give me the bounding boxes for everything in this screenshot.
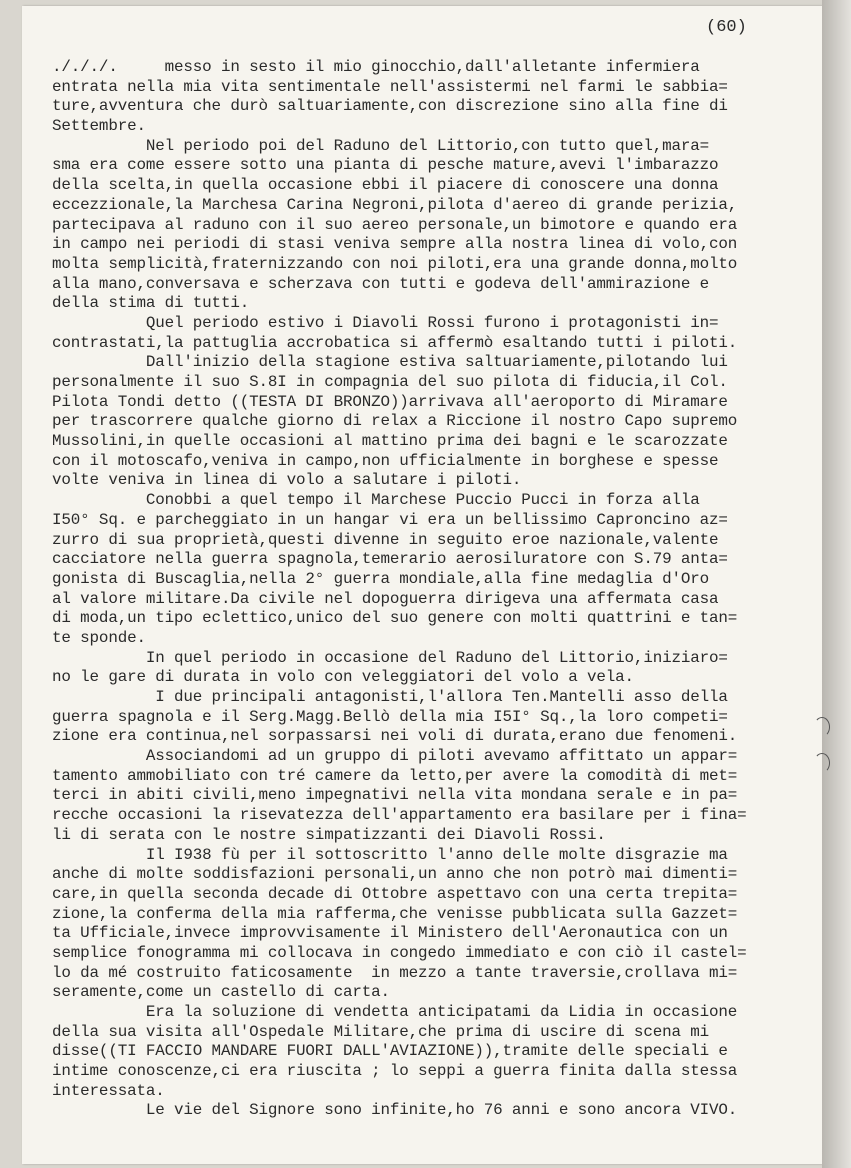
text-line: al valore militare.Da civile nel dopoguerra dirigeva una affermata casa — [52, 589, 719, 608]
text-line: anche di molte soddisfazioni personali,un anno che non potrò mai dimenti= — [52, 865, 738, 884]
text-line: recche occasioni la risevatezza dell'appartamento era basilare per i fina= — [52, 806, 747, 825]
text-line: Settembre. — [52, 117, 146, 136]
text-line: lo da mé costruito faticosamente in mezzo a tante traversie,crollava mi= — [52, 963, 738, 982]
text-line: ta Ufficiale,invece improvvisamente il Ministero dell'Aeronautica con un — [52, 924, 728, 943]
text-line: I due principali antagonisti,l'allora Ten.Mantelli asso della — [52, 688, 728, 706]
text-line: della scelta,in quella occasione ebbi il piacere di conoscere una donna — [52, 176, 719, 195]
text-line: seramente,come un castello di carta. — [52, 983, 390, 1002]
text-line: Dall'inizio della stagione estiva saltuariamente,pilotando lui — [52, 353, 728, 372]
text-line: eccezzionale,la Marchesa Carina Negroni,pilota d'aereo di grande perizia, — [52, 195, 738, 214]
text-line: semplice fonogramma mi collocava in congedo immediato e con ciò il castel= — [52, 943, 747, 962]
text-line: personalmente il suo S.8I in compagnia del suo pilota di fiducia,il Col. — [52, 373, 728, 391]
text-line: care,in quella seconda decade di Ottobre aspettavo con una certa trepita= — [52, 884, 738, 903]
text-line: cacciatore nella guerra spagnola,temerario aerosiluratore con S.79 anta= — [52, 550, 728, 569]
text-line: della stima di tutti. — [52, 294, 250, 313]
text-line: terci in abiti civili,meno impegnativi nella vita mondana serale e in pa= — [52, 786, 738, 805]
text-line: in campo nei periodi di stasi veniva sempre alla nostra linea di volo,con — [52, 235, 738, 254]
text-line: li di serata con le nostre simpatizzanti dei Diavoli Rossi. — [52, 825, 606, 844]
text-line: partecipava al raduno con il suo aereo personale,un bimotore e quando era — [52, 215, 738, 234]
text-line: te sponde. — [52, 628, 146, 647]
text-line: interessata. — [52, 1081, 165, 1100]
text-line: molta semplicità,fraternizzando con noi piloti,era una grande donna,molto — [52, 254, 738, 273]
text-line: per trascorrere qualche giorno di relax a Riccione il nostro Capo supremo — [52, 412, 738, 431]
text-line: ./././. messo in sesto il mio ginocchio,dall'alletante infermiera — [52, 58, 700, 76]
text-line: contrastati,la pattuglia accrobatica si affermò esaltando tutti i piloti. — [52, 333, 738, 352]
margin-bracket-mark — [814, 753, 830, 773]
text-line: intime conoscenze,ci era riuscita ; lo seppi a guerra finita dalla stessa — [52, 1062, 738, 1081]
text-line: zurro di sua proprietà,questi divenne in seguito eroe nazionale,valente — [52, 530, 719, 549]
text-line: gonista di Buscaglia,nella 2° guerra mondiale,alla fine medaglia d'Oro — [52, 569, 710, 588]
text-line: zione,la conferma della mia rafferma,che venisse pubblicata sulla Gazzet= — [52, 904, 738, 923]
text-line: ture,avventura che durò saltuariamente,con discrezione sino alla fine di — [52, 97, 728, 116]
text-line: Era la soluzione di vendetta anticipatami da Lidia in occasione — [52, 1003, 738, 1021]
text-line: di moda,un tipo eclettico,unico del suo genere con molti quattrini e tan= — [52, 609, 738, 628]
text-line: In quel periodo in occasione del Raduno del Littorio,iniziaro= — [52, 648, 728, 667]
text-line: disse((TI FACCIO MANDARE FUORI DALL'AVIAZIONE)),tramite delle speciali e — [52, 1042, 728, 1061]
page-number: (60) — [706, 18, 747, 37]
text-line: Conobbi a quel tempo il Marchese Puccio Pucci in forza alla — [52, 491, 700, 510]
text-line: Pilota Tondi detto ((TESTA DI BRONZO))arrivava all'aeroporto di Miramare — [52, 392, 728, 411]
text-line: Mussolini,in quelle occasioni al mattino prima dei bagni e le scarozzate — [52, 432, 728, 451]
text-line: guerra spagnola e il Serg.Magg.Bellò della mia I5I° Sq.,la loro competi= — [52, 707, 728, 726]
text-line: Quel periodo estivo i Diavoli Rossi furono i protagonisti in= — [52, 313, 719, 332]
text-line: sma era come essere sotto una pianta di pesche mature,avevi l'imbarazzo — [52, 156, 719, 175]
text-line: tamento ammobiliato con tré camere da letto,per avere la comodità di met= — [52, 766, 738, 785]
document-body — [52, 58, 822, 1121]
text-line: Associandomi ad un gruppo di piloti avevamo affittato un appar= — [52, 747, 738, 766]
text-line: no le gare di durata in volo con veleggiatori del volo a vela. — [52, 668, 634, 687]
text-line: con il motoscafo,veniva in campo,non ufficialmente in borghese e spesse — [52, 451, 719, 470]
text-line: entrata nella mia vita sentimentale nell'assistermi nel farmi le sabbia= — [52, 77, 728, 96]
text-line: Nel periodo poi del Raduno del Littorio,con tutto quel,mara= — [52, 136, 710, 155]
text-line: zione era continua,nel sorpassarsi nei voli di durata,erano due fenomeni. — [52, 727, 738, 746]
text-line: della sua visita all'Ospedale Militare,che prima di uscire di scena mi — [52, 1022, 710, 1041]
text-line: Le vie del Signore sono infinite,ho 76 anni e sono ancora VIVO. — [52, 1101, 738, 1120]
page-edge — [822, 0, 851, 1168]
text-line: I50° Sq. e parcheggiato in un hangar vi era un bellissimo Caproncino az= — [52, 510, 728, 529]
text-line: alla mano,conversava e scherzava con tutti e godeva dell'ammirazione e — [52, 274, 710, 293]
text-line: Il I938 fù per il sottoscritto l'anno delle molte disgrazie ma — [52, 845, 728, 864]
margin-bracket-mark — [814, 717, 830, 737]
text-line: volte veniva in linea di volo a salutare i piloti. — [52, 471, 522, 490]
